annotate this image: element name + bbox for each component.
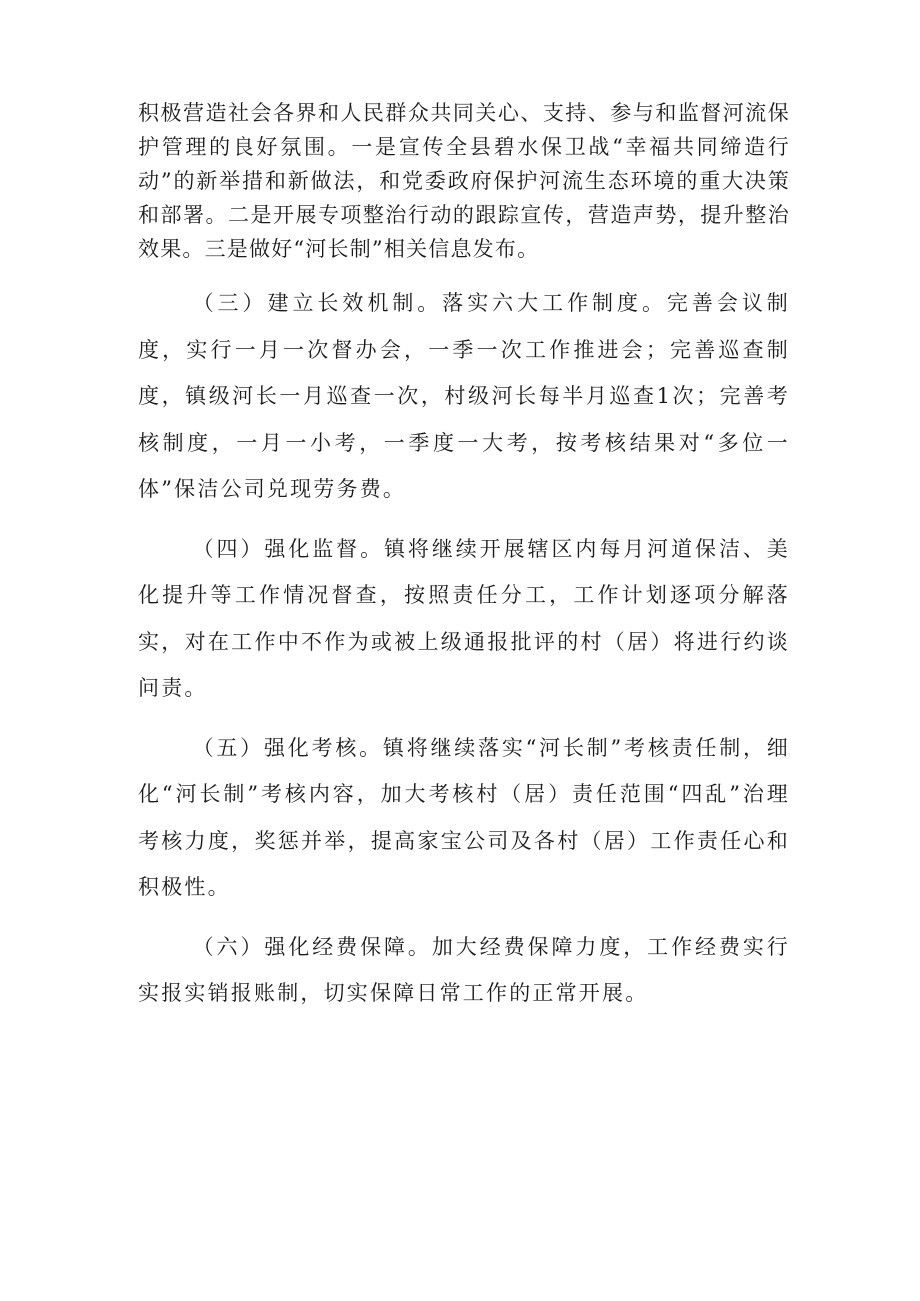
paragraph-section-4: （四）强化监督。镇将继续开展辖区内每月河道保洁、美化提升等工作情况督查，按照责任分工，工作计划逐项分解落实，对在工作中不作为或被上级通报批评的村（居）将进行约谈问责。	[138, 536, 790, 700]
paragraph-section-5: （五）强化考核。镇将继续落实“河长制”考核责任制，细化“河长制”考核内容，加大考核村（居）责任范围“四乱”治理考核力度，奖惩并举，提高家宝公司及各村（居）工作责任心和积极性。	[138, 735, 790, 899]
document-body	[138, 96, 790, 1017]
paragraph-section-3: （三）建立长效机制。落实六大工作制度。完善会议制度，实行一月一次督办会，一季一次工作推进会；完善巡查制度，镇级河长一月巡查一次，村级河长每半月巡查1次；完善考核制度，一月一小考，一季度一大考，按考核结果对“多位一体”保洁公司兑现劳务费。	[138, 291, 790, 501]
paragraph-section-6: （六）强化经费保障。加大经费保障力度，工作经费实行实报实销报账制，切实保障日常工作的正常开展。	[138, 934, 790, 1005]
paragraph-intro-continuation: 积极营造社会各界和人民群众共同关心、支持、参与和监督河流保护管理的良好氛围。一是宣传全县碧水保卫战“幸福共同缔造行动”的新举措和新做法，和党委政府保护河流生态环境的重大决策和部署。二是开展专项整治行动的跟踪宣传，营造声势，提升整治效果。三是做好“河长制”相关信息发布。	[138, 101, 790, 261]
